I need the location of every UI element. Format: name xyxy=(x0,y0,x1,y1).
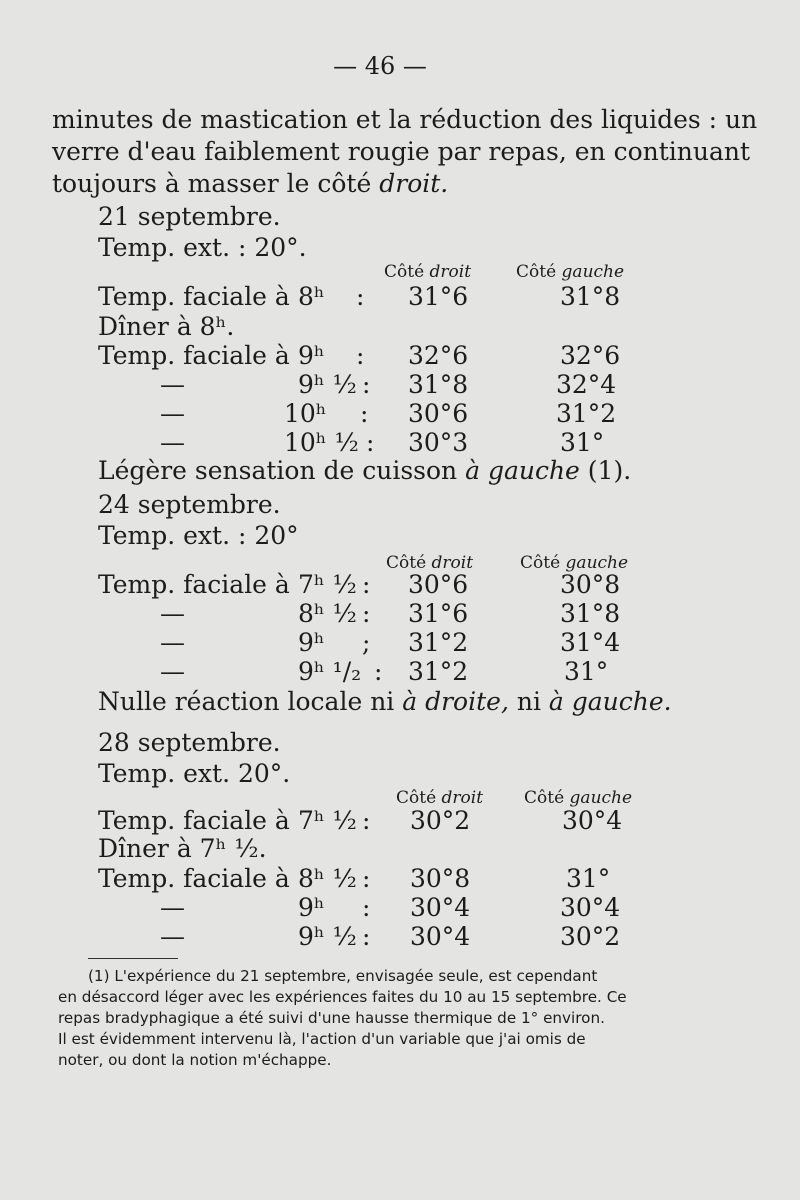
section-3-date: 28 septembre. xyxy=(98,728,281,757)
section-3-row-3-right: 31° xyxy=(566,864,611,893)
section-3-row-1-right: 30°4 xyxy=(562,806,623,835)
section-3-row-4-time: 9ʰ xyxy=(298,893,325,922)
section-2-row-2-time: 8ʰ ½ xyxy=(298,599,357,628)
section-3-col-right-header: Côté gauche xyxy=(524,788,633,808)
section-2-row-2-right: 31°8 xyxy=(560,599,621,628)
section-3-temp-ext: Temp. ext. 20°. xyxy=(98,759,291,788)
section-2-col-right-header: Côté gauche xyxy=(520,553,629,573)
section-1-temp-ext: Temp. ext. : 20°. xyxy=(98,233,307,262)
section-1-row-2-label: Dîner à 8ʰ. xyxy=(98,312,235,341)
section-2-row-4-right: 31° xyxy=(564,657,609,686)
section-2-row-1-label: Temp. faciale à xyxy=(98,570,290,599)
section-2-col-left-header: Côté droit xyxy=(386,553,474,573)
section-3-row-1-sep: : xyxy=(362,806,371,835)
section-3-row-2-label: Dîner à 7ʰ ½. xyxy=(98,834,267,863)
section-2-date: 24 septembre. xyxy=(98,490,281,519)
page-number: — 46 — xyxy=(333,52,427,80)
section-3-row-5-dash: — xyxy=(160,922,185,951)
section-1-row-5-time: 10ʰ xyxy=(284,399,327,428)
section-2-temp-ext: Temp. ext. : 20° xyxy=(98,521,299,550)
section-1-row-6-sep: : xyxy=(366,428,375,457)
footnote-rule xyxy=(88,958,178,959)
section-3-row-5-left: 30°4 xyxy=(410,922,471,951)
section-2-row-3-dash: — xyxy=(160,628,185,657)
section-1-note: Légère sensation de cuisson à gauche (1). xyxy=(98,456,632,485)
section-3-row-5-right: 30°2 xyxy=(560,922,621,951)
section-2-row-2-dash: — xyxy=(160,599,185,628)
section-1-row-6-left: 30°3 xyxy=(408,428,469,457)
section-1-row-5-dash: — xyxy=(160,399,185,428)
intro-line-2: verre d'eau faiblement rougie par repas, en continuant xyxy=(52,137,751,166)
section-2-row-2-left: 31°6 xyxy=(408,599,469,628)
section-3-row-4-left: 30°4 xyxy=(410,893,471,922)
section-3-row-3-label: Temp. faciale à xyxy=(98,864,290,893)
section-1-row-4-sep: : xyxy=(362,370,371,399)
section-1-date: 21 septembre. xyxy=(98,202,281,231)
footnote-line-2: en désaccord léger avec les expériences faites du 10 au 15 septembre. Ce xyxy=(58,988,627,1006)
intro-line-3: toujours à masser le côté droit. xyxy=(52,169,449,198)
section-3-row-1-left: 30°2 xyxy=(410,806,471,835)
footnote-line-1: (1) L'expérience du 21 septembre, envisagée seule, est cependant xyxy=(88,967,598,985)
section-3-row-5-time: 9ʰ ½ xyxy=(298,922,357,951)
section-3-col-left-header: Côté droit xyxy=(396,788,484,808)
section-1-row-6-time: 10ʰ ½ xyxy=(284,428,359,457)
section-1-row-4-right: 32°4 xyxy=(556,370,617,399)
section-2-row-1-sep: : xyxy=(362,570,371,599)
section-2-row-3-left: 31°2 xyxy=(408,628,469,657)
section-2-row-4-left: 31°2 xyxy=(408,657,469,686)
section-2-row-4-dash: — xyxy=(160,657,185,686)
section-1-row-1-label: Temp. faciale à xyxy=(98,282,290,311)
section-3-row-3-sep: : xyxy=(362,864,371,893)
section-2-note: Nulle réaction locale ni à droite, ni à gauche. xyxy=(98,687,672,716)
section-1-row-4-left: 31°8 xyxy=(408,370,469,399)
section-2-row-4-time: 9ʰ ¹/₂ xyxy=(298,657,362,686)
footnote-line-4: Il est évidemment intervenu là, l'action d'un variable que j'ai omis de xyxy=(58,1030,586,1048)
section-2-row-1-left: 30°6 xyxy=(408,570,469,599)
section-1-row-1-right: 31°8 xyxy=(560,282,621,311)
section-3-row-4-right: 30°4 xyxy=(560,893,621,922)
section-2-row-2-sep: : xyxy=(362,599,371,628)
section-2-row-3-sep: ; xyxy=(362,628,371,657)
section-1-row-3-label: Temp. faciale à xyxy=(98,341,290,370)
footnote-line-5: noter, ou dont la notion m'échappe. xyxy=(58,1051,332,1069)
section-1-row-4-dash: — xyxy=(160,370,185,399)
section-1-row-3-sep: : xyxy=(356,341,365,370)
section-1-row-6-dash: — xyxy=(160,428,185,457)
section-3-row-4-sep: : xyxy=(362,893,371,922)
section-1-row-4-time: 9ʰ ½ xyxy=(298,370,357,399)
section-2-row-1-right: 30°8 xyxy=(560,570,621,599)
section-2-row-3-time: 9ʰ xyxy=(298,628,325,657)
section-1-row-3-right: 32°6 xyxy=(560,341,621,370)
section-2-row-3-right: 31°4 xyxy=(560,628,621,657)
section-3-row-1-time: 7ʰ ½ xyxy=(298,806,357,835)
section-1-row-1-sep: : xyxy=(356,282,365,311)
section-3-row-1-label: Temp. faciale à xyxy=(98,806,290,835)
section-3-row-3-left: 30°8 xyxy=(410,864,471,893)
section-3-row-5-sep: : xyxy=(362,922,371,951)
section-1-row-3-left: 32°6 xyxy=(408,341,469,370)
section-1-row-5-left: 30°6 xyxy=(408,399,469,428)
section-3-row-4-dash: — xyxy=(160,893,185,922)
section-1-row-1-time: 8ʰ xyxy=(298,282,325,311)
section-2-row-1-time: 7ʰ ½ xyxy=(298,570,357,599)
footnote-line-3: repas bradyphagique a été suivi d'une hausse thermique de 1° environ. xyxy=(58,1009,605,1027)
section-3-row-3-time: 8ʰ ½ xyxy=(298,864,357,893)
section-1-row-5-sep: : xyxy=(360,399,369,428)
section-2-row-4-sep: : xyxy=(374,657,383,686)
section-1-row-6-right: 31° xyxy=(560,428,605,457)
section-1-col-left-header: Côté droit xyxy=(384,262,472,282)
section-1-row-5-right: 31°2 xyxy=(556,399,617,428)
section-1-col-right-header: Côté gauche xyxy=(516,262,625,282)
section-1-row-3-time: 9ʰ xyxy=(298,341,325,370)
intro-line-1: minutes de mastication et la réduction des liquides : un xyxy=(52,105,758,134)
section-1-row-1-left: 31°6 xyxy=(408,282,469,311)
footnote xyxy=(58,966,728,1071)
